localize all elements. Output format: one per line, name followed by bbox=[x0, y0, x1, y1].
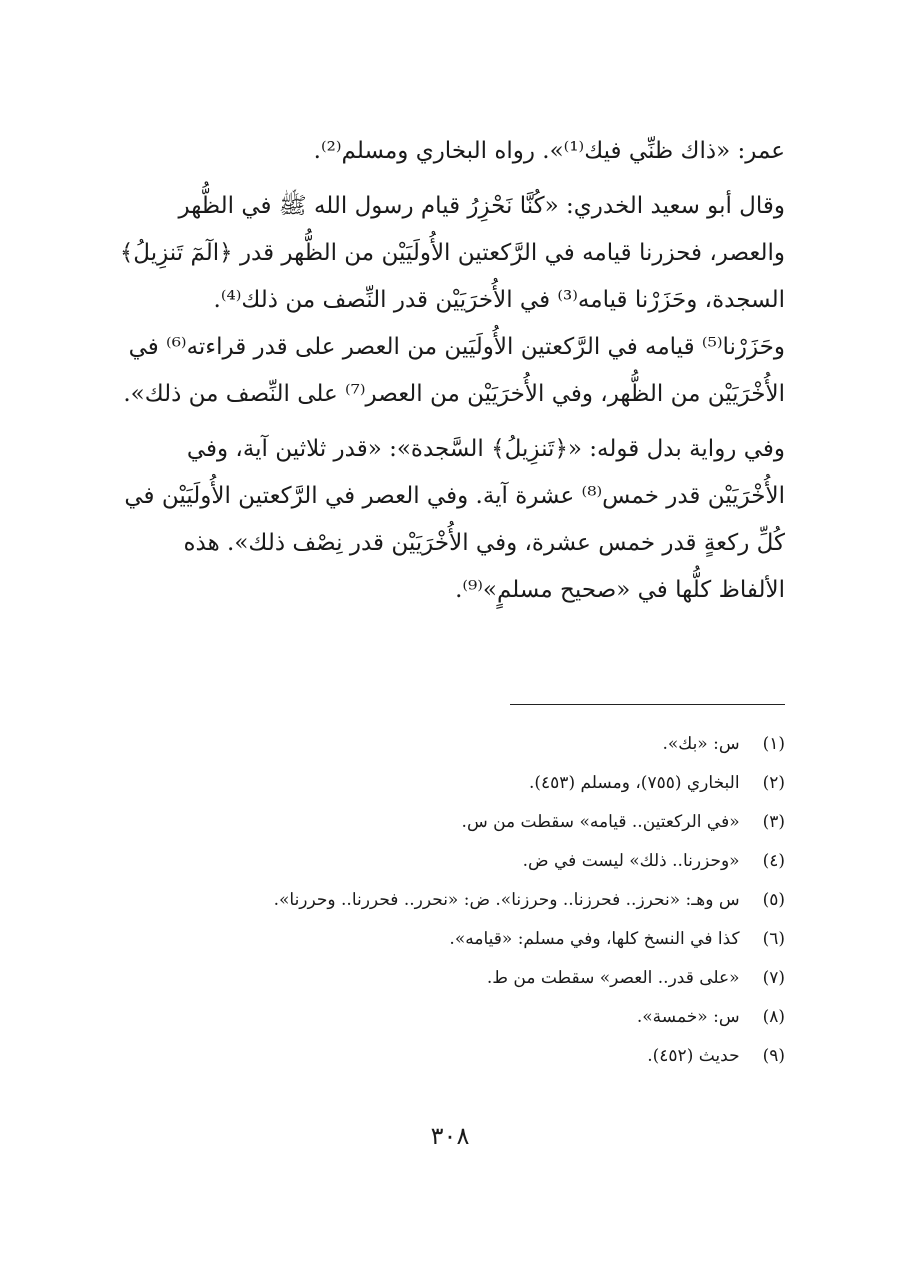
paragraph-2 bbox=[120, 183, 785, 418]
footnote-number: (٣) bbox=[762, 812, 785, 832]
footnote-item bbox=[120, 725, 785, 764]
footnote-text: س وهـ: «نحرز.. فحرزنا.. وحرزنا». ض: «نحرر.. فحررنا.. وحررنا». bbox=[273, 890, 740, 910]
footnote-item bbox=[120, 764, 785, 803]
text-line: عمر: «ذاك ظنِّي فيك⁽¹⁾». رواه البخاري ومسلم⁽²⁾. bbox=[313, 138, 785, 164]
footnote-number: (٦) bbox=[762, 929, 785, 949]
footnote-item bbox=[120, 1037, 785, 1076]
text-line: الأُخْرَيَيْن قدر خمس⁽⁸⁾ عشرة آية. وفي العصر في الرَّكعتين الأُولَيَيْن في bbox=[124, 483, 785, 509]
text-line: السجدة، وحَزَرْنا قيامه⁽³⁾ في الأُخرَيَيْن قدر النِّصف من ذلك⁽⁴⁾. bbox=[213, 287, 785, 313]
footnote-item bbox=[120, 998, 785, 1037]
footnote-item bbox=[120, 881, 785, 920]
page-number: ٣٠٨ bbox=[430, 1122, 470, 1150]
footnote-text: س: «خمسة». bbox=[636, 1007, 740, 1027]
footnote-text: س: «بك». bbox=[662, 734, 740, 754]
paragraph-1 bbox=[120, 128, 785, 175]
footnote-item bbox=[120, 959, 785, 998]
main-text bbox=[120, 128, 785, 614]
text-line: وقال أبو سعيد الخدري: «كُنَّا نَحْزِرُ قيام رسول الله ﷺ في الظُّهر bbox=[178, 193, 785, 219]
text-line: الألفاظ كلُّها في «صحيح مسلمٍ»⁽⁹⁾. bbox=[455, 577, 785, 603]
footnote-item bbox=[120, 842, 785, 881]
footnote-text: «على قدر.. العصر» سقطت من ط. bbox=[486, 968, 740, 988]
footnote-number: (٤) bbox=[762, 851, 785, 871]
footnote-number: (٢) bbox=[762, 773, 785, 793]
text-line: الأُخْرَيَيْن من الظُّهر، وفي الأُخرَيَيْن من العصر⁽⁷⁾ على النِّصف من ذلك». bbox=[123, 381, 785, 407]
text-line: كُلِّ ركعةٍ قدر خمس عشرة، وفي الأُخْرَيَيْن قدر نِصْف ذلك». هذه bbox=[183, 530, 785, 556]
text-line: وحَزَرْنا⁽⁵⁾ قيامه في الرَّكعتين الأُولَيَين من العصر على قدر قراءته⁽⁶⁾ في bbox=[128, 334, 785, 360]
footnote-separator bbox=[510, 704, 785, 705]
footnote-text: البخاري (٧٥٥)، ومسلم (٤٥٣). bbox=[529, 773, 740, 793]
footnotes-list bbox=[120, 725, 785, 1076]
footnote-text: حديث (٤٥٢). bbox=[647, 1046, 740, 1066]
footnote-item bbox=[120, 920, 785, 959]
footnote-number: (٨) bbox=[762, 1007, 785, 1027]
footnote-text: كذا في النسخ كلها، وفي مسلم: «قيامه». bbox=[449, 929, 740, 949]
text-line: والعصر، فحزرنا قيامه في الرَّكعتين الأُولَيَيْن من الظُّهر قدر ﴿الٓمٓ تَنزِيلُ﴾ bbox=[119, 240, 785, 266]
footnote-number: (٩) bbox=[762, 1046, 785, 1066]
paragraph-3 bbox=[120, 426, 785, 614]
footnote-text: «وحزرنا.. ذلك» ليست في ض. bbox=[522, 851, 740, 871]
footnote-number: (٧) bbox=[762, 968, 785, 988]
footnote-number: (٥) bbox=[762, 890, 785, 910]
footnote-number: (١) bbox=[762, 734, 785, 754]
text-line: وفي رواية بدل قوله: «﴿تَنزِيلُ﴾ السَّجدة»: «قدر ثلاثين آية، وفي bbox=[186, 436, 785, 462]
footnote-text: «في الركعتين.. قيامه» سقطت من س. bbox=[461, 812, 740, 832]
footnote-item bbox=[120, 803, 785, 842]
